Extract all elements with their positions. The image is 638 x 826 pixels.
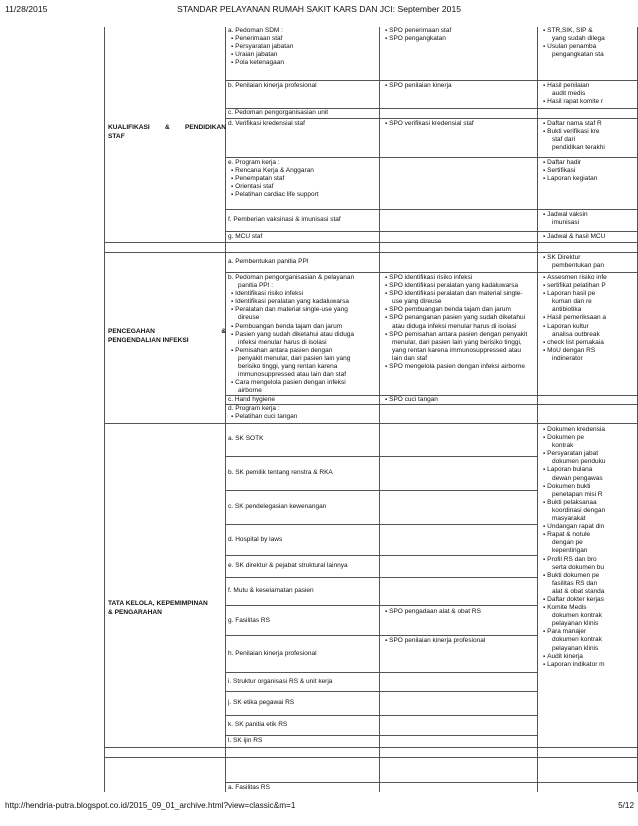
row-1e-col2: e. Program kerja : ▪ Rencana Kerja & Anggaran ▪ Penempatan staf ▪ Orientasi staf ▪ Pelatihan cardiac life support bbox=[228, 159, 378, 199]
section-pencegahan: PENCEGAHAN & PENGENDALIAN INFEKSI bbox=[108, 328, 226, 344]
row-1e-col4: ▪ Daftar hadir ▪ Sertifikasi ▪ Laporan kegiatan bbox=[540, 159, 637, 183]
row-2d-col2: d. Program kerja : ▪ Pelatihan cuci tangan bbox=[228, 405, 378, 421]
row-1g-col2: g. MCU staf bbox=[228, 233, 263, 240]
row-4a-col2: a. Fasilitas RS bbox=[228, 784, 270, 791]
row-1d-col4: ▪ Daftar nama staf R ▪ Bukti verifikasi kre staf dari pendidikan terakhi bbox=[540, 120, 637, 152]
row-3i-col2: i. Struktur organisasi RS & unit kerja bbox=[228, 678, 333, 685]
page-title: STANDAR PELAYANAN RUMAH SAKIT KARS DAN JCI: September 2015 bbox=[177, 4, 461, 14]
row-2b-col4: ▪ Assesmen risiko infe ▪ sertifikat pelatihan P ▪ Laporan hasil pe kuman dan re antibiotika ▪ Hasil pemeriksaan a ▪ Laporan kultur analisa outbreak ▪ check list pemakaia ▪ MoU dengan RS indinerator bbox=[540, 274, 637, 363]
row-1c-col2: c. Pedoman pengorganisasian unit bbox=[228, 109, 329, 116]
row-3-col4: ▪ Dokumen kredensia ▪ Dokumen pe kontrak ▪ Persyaratan jabat dokumen penduku ▪ Laporan bulana dewan pengawas ▪ Dokumen bukti penetapan misi R ▪ Bukti pelaksanaa koordinasi dengan masyarakat ▪ Undangan rapat din ▪ Rapat & notule dengan pe kepentingan ▪ Profil RS dan bro serta dokumen bu ▪ Bukti dokumen pe fasilitas RS dan alat & obat standa ▪ Daftar dokter kerjas ▪ Komite Medis dokumen kontrak pelayanan klinis ▪ Para manajer dokumen kontrak pelayanan klinis ▪ Audit kinerja ▪ Laporan indikator m bbox=[540, 426, 637, 669]
row-1d-col3: ▪ SPO verifikasi kredensial staf bbox=[382, 120, 536, 128]
row-3g-col2: g. Fasilitas RS bbox=[228, 617, 270, 624]
section-tata-kelola: TATA KELOLA, KEPEMIMPINAN & PENGARAHAN bbox=[108, 600, 208, 616]
row-1d-col2: d. Verifikasi kredensial staf bbox=[228, 120, 305, 127]
row-3e-col2: e. SK direktur & pejabat struktural lainnya bbox=[228, 562, 348, 569]
row-1a-col3: ▪ SPO penerimaan staf ▪ SPO pengangkatan bbox=[382, 27, 536, 43]
row-3l-col2: l. SK ijin RS bbox=[228, 737, 263, 744]
row-1a-col2: a. Pedoman SDM : ▪ Penerimaan staf ▪ Persyaratan jabatan ▪ Uraian jabatan ▪ Pola ketenagaan bbox=[228, 27, 378, 67]
row-3h-col2: h. Penilaian kinerja profesional bbox=[228, 650, 317, 657]
row-3h-col3: ▪ SPO penilaian kinerja profesional bbox=[382, 637, 536, 645]
row-2b-col2: b. Pedoman pengorganisasian & pelayanan panitia PPI : ▪ Identifikasi risiko infeksi ▪ Identifikasi peralatan yang kadaluwarsa ▪ Peralatan dan material single-use yang direuse ▪ Pembuangan benda tajam dan jarum ▪ Pasien yang sudah diketahui atau diduga infeksi menular harus di isolasi ▪ Pemisahan antara pasien dengan penyakit menular, dari pasien lain yang berisiko tinggi, yang rentan karena immunosuppressed atau lain dan staf ▪ Cara mengelola pasien dengan infeksi airborne bbox=[228, 274, 378, 395]
row-1g-col4: ▪ Jadwal & hasil MCU bbox=[540, 233, 637, 241]
row-2a-col2: a. Pembentukan panitia PPI bbox=[228, 258, 309, 265]
row-1f-col2: f. Pemberian vaksinasi & imunisasi staf bbox=[228, 216, 341, 223]
standards-table bbox=[104, 27, 638, 792]
page-number: 5/12 bbox=[618, 801, 634, 810]
row-2b-col3: ▪ SPO identifikasi risiko infeksi ▪ SPO identifikasi peralatan yang kadaluwarsa ▪ SPO identifikasi peralatan dan material single- use yang direuse ▪ SPO pembuangan benda tajam dan jarum ▪ SPO penanganan pasien yang sudah diketahui atau diduga infeksi menular harus di isolasi ▪ SPO pemisahan antara pasien dengan penyakit menular, dari pasien lain yang berisiko tinggi, yang rentan karena immunosuppressed atau lain dan staf ▪ SPO mengelola pasien dengan infeksi airborne bbox=[382, 274, 536, 371]
source-url[interactable]: http://hendria-putra.blogspot.co.id/2015_09_01_archive.html?view=classic&m=1 bbox=[5, 801, 296, 810]
row-3b-col2: b. SK pemilik tentang renstra & RKA bbox=[228, 469, 333, 476]
row-2c-col3: ▪ SPO cuci tangan bbox=[382, 396, 536, 404]
row-3g-col3: ▪ SPO pengadaan alat & obat RS bbox=[382, 608, 536, 616]
row-3f-col2: f. Mutu & keselamatan pasien bbox=[228, 587, 314, 594]
row-1a-col4: ▪ STR,SIK, SIP & yang sudah dilega ▪ Usulan penamba pengangkatan sta bbox=[540, 27, 637, 59]
row-3c-col2: c. SK pendelegasian kewenangan bbox=[228, 503, 327, 510]
row-3a-col2: a. SK SOTK bbox=[228, 435, 264, 442]
row-3j-col2: j. SK etika pegawai RS bbox=[228, 699, 295, 706]
row-3d-col2: d. Hospital by laws bbox=[228, 536, 283, 543]
row-1b-col3: ▪ SPO penilaian kinerja bbox=[382, 82, 536, 90]
row-1f-col4: ▪ Jadwal vaksin imunisasi bbox=[540, 211, 637, 227]
row-1b-col2: b. Penilaian kinerja profesional bbox=[228, 82, 317, 89]
section-kualifikasi: KUALIFIKASI & PENDIDIKAN STAF bbox=[108, 124, 226, 140]
row-3k-col2: k. SK panitia etik RS bbox=[228, 721, 288, 728]
row-1b-col4: ▪ Hasil penilaian audit medis ▪ Hasil rapat komite r bbox=[540, 82, 637, 106]
row-2c-col2: c. Hand hygiene bbox=[228, 396, 275, 403]
print-date: 11/28/2015 bbox=[5, 4, 48, 14]
row-2a-col4: ▪ SK Direktur pembentukan pan bbox=[540, 254, 637, 270]
